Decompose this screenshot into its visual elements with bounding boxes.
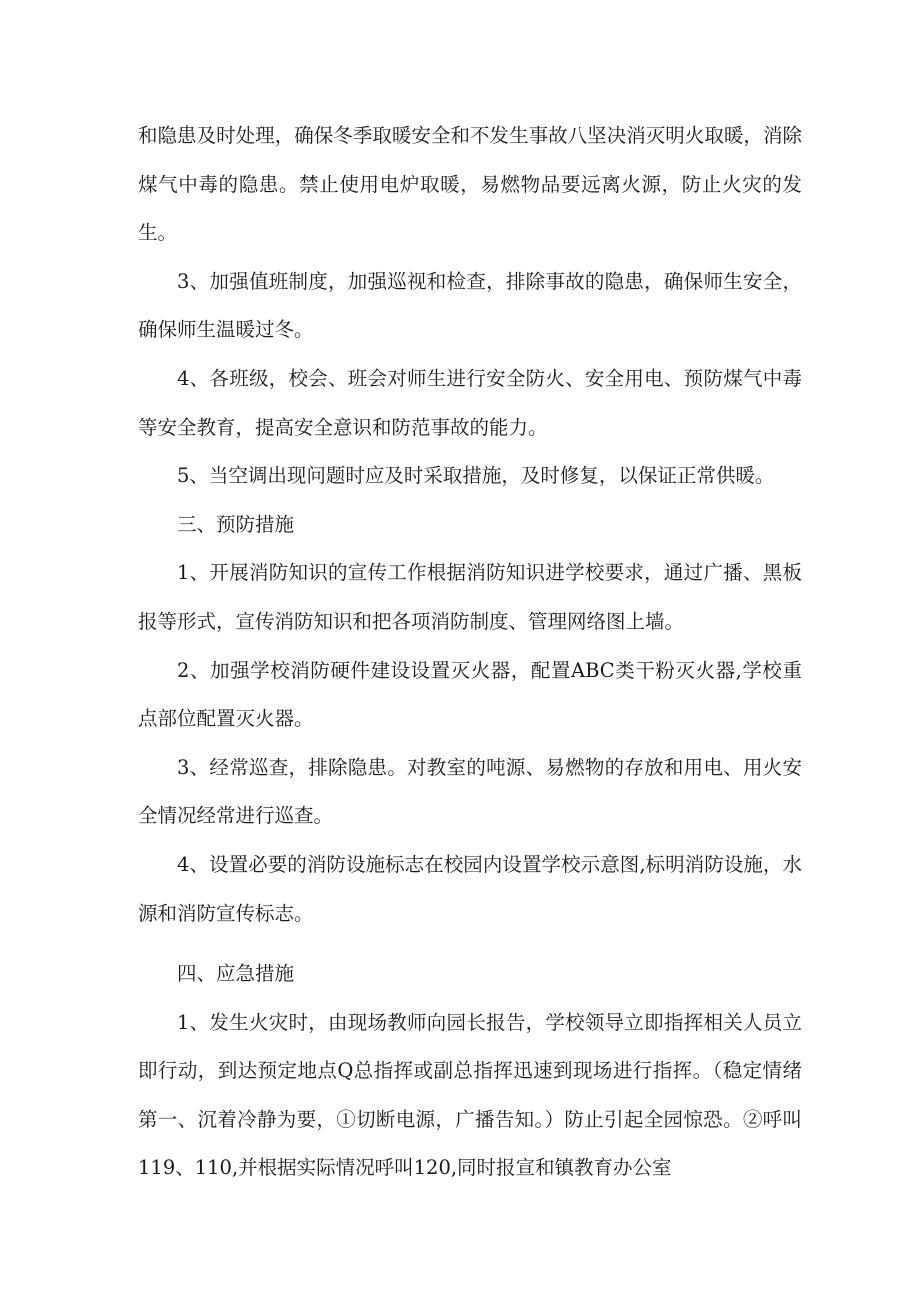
paragraph-item-4: 4、各班级，校会、班会对师生进行安全防火、安全用电、预防煤气中毒等安全教育，提高安全意识和防范事故的能力。 (138, 366, 802, 439)
paragraph-prevention-1: 1、开展消防知识的宣传工作根据消防知识进学校要求，通过广播、黑板报等形式，宣传消防知识和把各项消防制度、管理网络图上墙。 (138, 561, 802, 633)
paragraph-continued: 和隐患及时处理，确保冬季取暖安全和不发生事故八坚决消灭明火取暖，消除煤气中毒的隐患。禁止使用电炉取暖，易燃物品要远离火源，防止火灾的发生。 (138, 124, 802, 245)
paragraph-prevention-3: 3、经常巡查，排除隐患。对教室的吨源、易燃物的存放和用电、用火安全情况经常进行巡查。 (138, 755, 802, 828)
paragraph-prevention-4: 4、设置必要的消防设施标志在校园内设置学校示意图,标明消防设施，水源和消防宣传标志。 (138, 852, 802, 925)
section-heading-emergency: 四、应急措施 (177, 962, 295, 986)
paragraph-item-3: 3、加强值班制度，加强巡视和检查，排除事故的隐患，确保师生安全，确保师生温暖过冬。 (138, 269, 802, 342)
paragraph-item-5: 5、当空调出现问题时应及时采取措施，及时修复，以保证正常供暖。 (177, 464, 775, 488)
paragraph-emergency-1: 1、发生火灾时，由现场教师向园长报告，学校领导立即指挥相关人员立即行动，到达预定地点Q总指挥或副总指挥迅速到现场进行指挥。（稳定情绪第一、沉着冷静为要，①切断电源，广播告知。）防止引起全园惊恐。②呼叫119、110,并根据实际情况呼叫120,同时报宣和镇教育办公室 (138, 1010, 802, 1180)
section-heading-prevention: 三、预防措施 (177, 512, 295, 536)
paragraph-prevention-2: 2、加强学校消防硬件建设设置灭火器，配置ABC类干粉灭火器,学校重点部位配置灭火器。 (138, 658, 802, 731)
document-body (138, 112, 802, 1193)
